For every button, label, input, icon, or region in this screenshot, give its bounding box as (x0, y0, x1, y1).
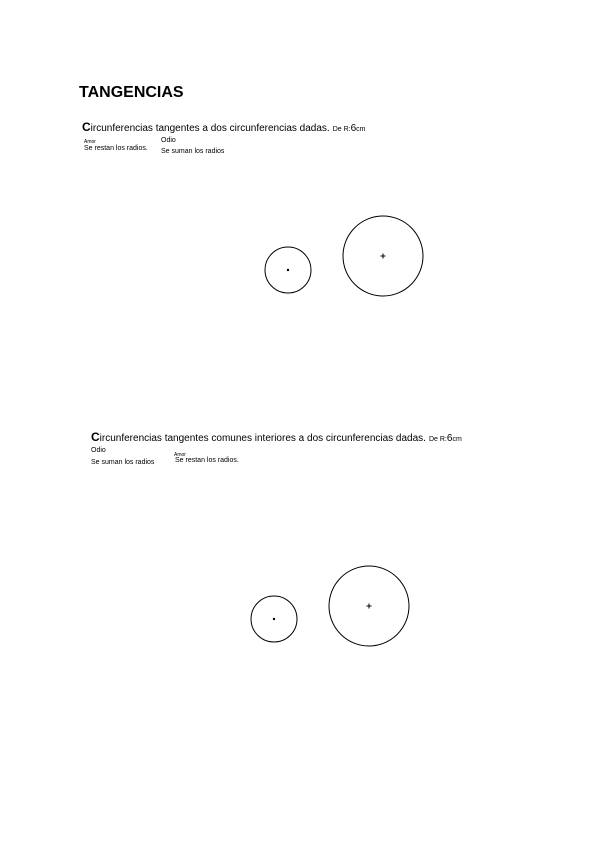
section1-note-b-text: Se suman los radios (161, 148, 225, 155)
section2-heading-text: ircunferencias tangentes comunes interiores a dos circunferencias dadas. (99, 433, 426, 444)
exercise2-circles (251, 566, 409, 646)
section2-note-b-label: Amor (174, 452, 186, 458)
section2-radius-prefix: De R: (428, 436, 447, 443)
section2-radius-value: 6 (446, 433, 453, 444)
section1-radius-prefix: De R: (332, 126, 351, 133)
section1-heading-initial: C (82, 120, 91, 134)
exercise1-small-center (287, 269, 289, 271)
section1-radius-value: 6 (350, 123, 357, 134)
exercise1-circles (265, 216, 423, 296)
section2-note-b-text: Se restan los radios. (175, 457, 239, 464)
section2-note-a-label: Odio (91, 447, 106, 454)
section2-heading-initial: C (91, 430, 100, 444)
section1-radius-unit: cm (356, 126, 366, 133)
page-title: TANGENCIAS (79, 84, 184, 101)
exercise1-large-center (381, 254, 386, 259)
section2-radius-unit: cm (452, 436, 462, 443)
exercise2-large-center (367, 604, 372, 609)
section1-note-a-label: Amor (84, 139, 96, 145)
exercise2-small-center (273, 618, 275, 620)
section1-heading-text: ircunferencias tangentes a dos circunferencias dadas. (90, 123, 330, 134)
section1-note-a-text: Se restan los radios. (84, 145, 148, 152)
section2-note-a-text: Se suman los radios (91, 459, 155, 466)
section1-note-b-label: Odio (161, 137, 176, 144)
